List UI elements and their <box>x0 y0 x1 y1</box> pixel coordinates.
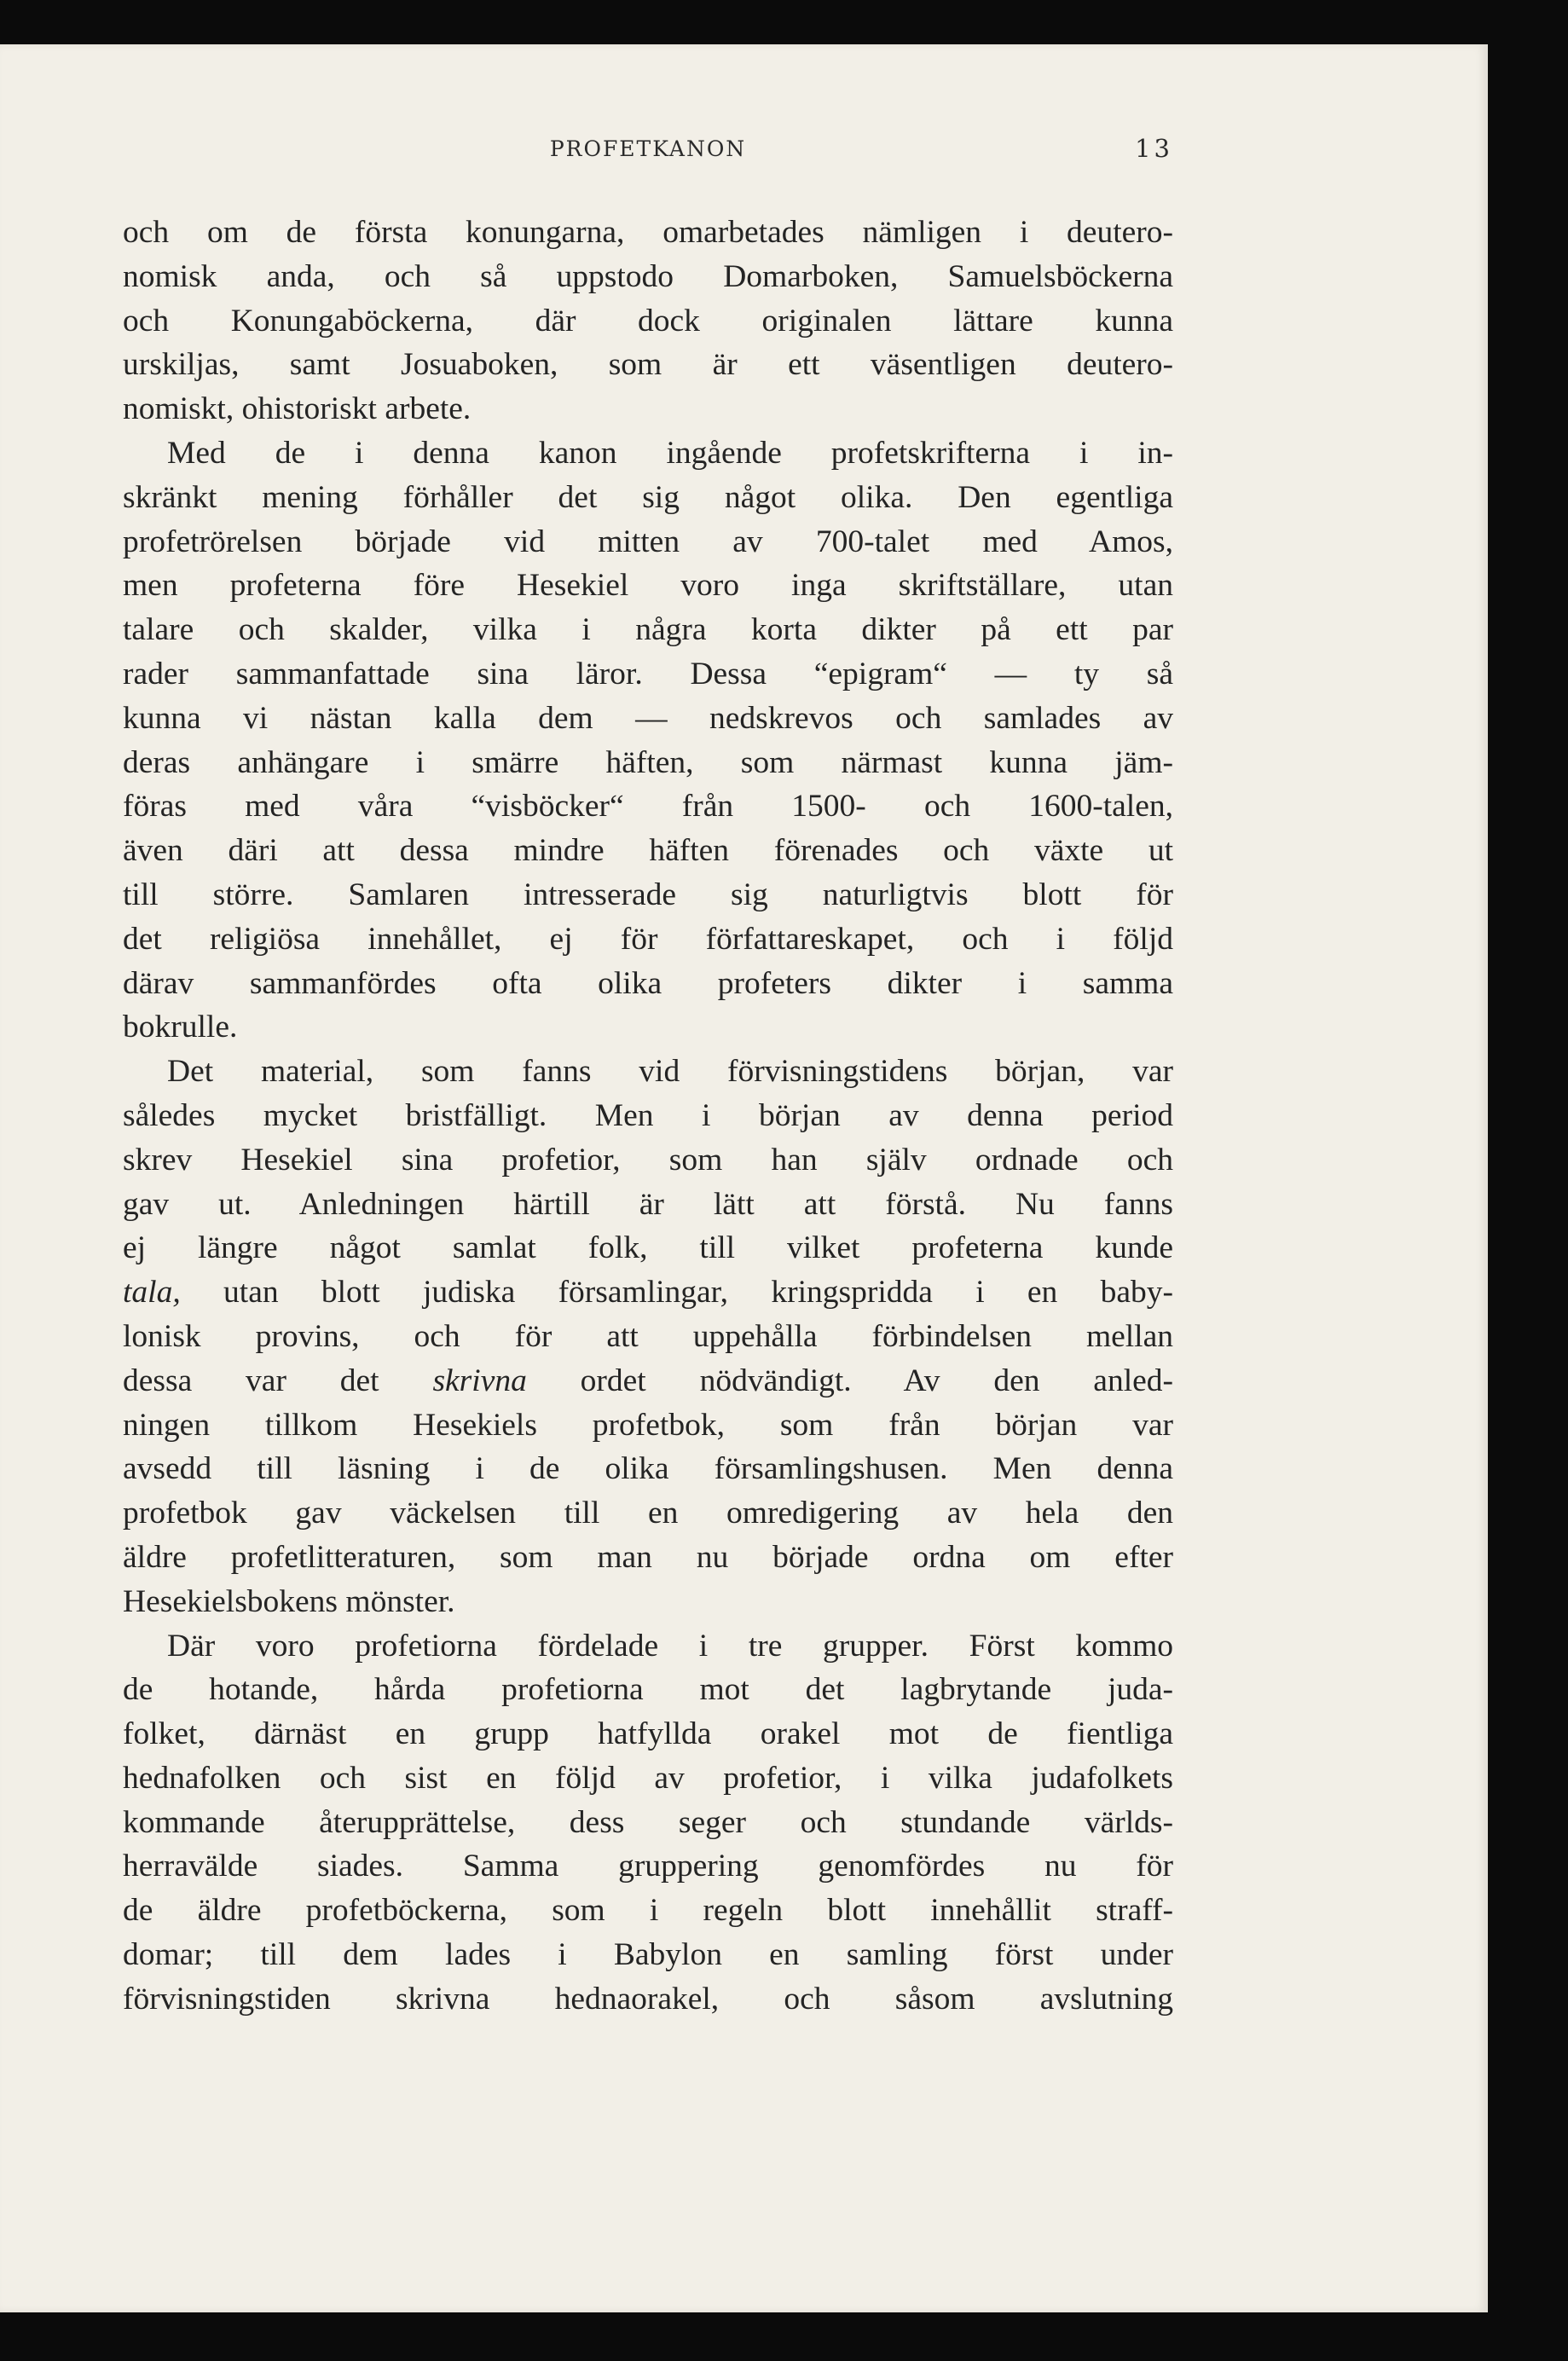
text-segment: och om de första konungarna, omarbetades nämligen i deutero- <box>123 215 1173 250</box>
text-segment: herravälde siades. Samma gruppering genomfördes nu för <box>123 1849 1173 1884</box>
text-segment: profetbok gav väckelsen till en omredigering av hela den <box>123 1496 1173 1531</box>
text-line <box>123 1712 1173 1756</box>
text-segment: bokrulle. <box>123 1010 238 1045</box>
text-segment: kommande återupprättelse, dess seger och stundande världs- <box>123 1804 1173 1840</box>
text-segment: förvisningstiden skrivna hednaorakel, och såsom avslutning <box>123 1981 1173 2017</box>
text-line <box>123 431 1173 476</box>
text-line <box>123 697 1173 741</box>
text-segment: avsedd till läsning i de olika församlingshusen. Men denna <box>123 1451 1173 1487</box>
text-line <box>123 1624 1173 1669</box>
text-segment: ordet nödvändigt. Av den anled- <box>526 1363 1173 1398</box>
text-line <box>123 387 1173 431</box>
text-line <box>123 1801 1173 1845</box>
running-head: PROFETKANON <box>549 136 747 161</box>
text-segment: deras anhängare i smärre häften, som närmast kunna jäm- <box>123 744 1173 780</box>
text-segment: domar; till dem lades i Babylon en samling först under <box>123 1937 1173 1973</box>
text-segment: de hotande, hårda profetiorna mot det lagbrytande juda- <box>123 1672 1173 1708</box>
text-line <box>123 1889 1173 1933</box>
text-segment: lonisk provins, och för att uppehålla förbindelsen mellan <box>123 1318 1173 1354</box>
text-segment: de äldre profetböckerna, som i regeln blott innehållit straff- <box>123 1893 1173 1929</box>
text-segment: hednafolken och sist en följd av profetior, i vilka judafolkets <box>123 1760 1173 1796</box>
text-segment: och Konungaböckerna, där dock originalen lättare kunna <box>123 303 1173 339</box>
text-segment: urskiljas, samt Josuaboken, som är ett väsentligen deutero- <box>123 347 1173 383</box>
text-line <box>123 299 1173 344</box>
text-line <box>123 1844 1173 1889</box>
text-line <box>123 784 1173 829</box>
text-segment: till större. Samlaren intresserade sig naturligtvis blott för <box>123 877 1173 912</box>
text-segment: även däri att dessa mindre häften förenades och växte ut <box>123 833 1173 869</box>
text-line <box>123 476 1173 520</box>
text-line <box>123 1668 1173 1712</box>
text-line <box>123 520 1173 564</box>
text-segment: skrev Hesekiel sina profetior, som han själv ordnade och <box>123 1142 1173 1178</box>
text-segment: men profeterna före Hesekiel voro inga skriftställare, utan <box>123 568 1173 604</box>
text-line <box>123 1536 1173 1580</box>
text-line <box>123 564 1173 608</box>
text-line <box>123 255 1173 299</box>
text-segment: skränkt mening förhåller det sig något olika. Den egentliga <box>123 479 1173 515</box>
text-segment: föras med våra “visböcker“ från 1500- och 1600-talen, <box>123 789 1173 825</box>
text-line <box>123 1315 1173 1359</box>
text-segment: gav ut. Anledningen härtill är lätt att förstå. Nu fanns <box>123 1186 1173 1222</box>
text-line <box>123 1359 1173 1403</box>
text-line <box>123 343 1173 387</box>
body-text <box>123 211 1173 2022</box>
text-line <box>123 1447 1173 1491</box>
text-line <box>123 1977 1173 2022</box>
text-line <box>123 1491 1173 1536</box>
text-line <box>123 211 1173 255</box>
text-segment: därav sammanfördes ofta olika profeters dikter i samma <box>123 965 1173 1001</box>
text-line <box>123 608 1173 652</box>
text-line <box>123 1094 1173 1138</box>
text-segment: profetrörelsen började vid mitten av 700-talet med Amos, <box>123 524 1173 559</box>
text-line <box>123 962 1173 1006</box>
text-line <box>123 917 1173 962</box>
text-segment: Det material, som fanns vid förvisningstidens början, var <box>167 1054 1173 1090</box>
text-segment: Med de i denna kanon ingående profetskrifterna i in- <box>167 435 1173 471</box>
text-line <box>123 1580 1173 1624</box>
emphasized-word: skrivna <box>432 1363 527 1398</box>
text-segment: således mycket bristfälligt. Men i början av denna period <box>123 1097 1173 1133</box>
text-segment: Där voro profetiorna fördelade i tre grupper. Först kommo <box>167 1628 1173 1664</box>
text-line <box>123 1050 1173 1094</box>
text-segment: dessa var det <box>123 1363 433 1398</box>
text-segment: talare och skalder, vilka i några korta dikter på ett par <box>123 612 1173 648</box>
text-line <box>123 1933 1173 1977</box>
text-line <box>123 652 1173 697</box>
text-line <box>123 829 1173 873</box>
text-segment: kunna vi nästan kalla dem — nedskrevos och samlades av <box>123 700 1173 736</box>
text-segment: äldre profetlitteraturen, som man nu började ordna om efter <box>123 1539 1173 1575</box>
text-line <box>123 873 1173 917</box>
text-line <box>123 1005 1173 1050</box>
text-segment: Hesekielsbokens mönster. <box>123 1583 455 1619</box>
text-segment: utan blott judiska församlingar, kringspridda i en baby- <box>180 1275 1173 1311</box>
text-line <box>123 1138 1173 1183</box>
text-segment: folket, därnäst en grupp hatfyllda orakel mot de fientliga <box>123 1716 1173 1752</box>
text-segment: ej längre något samlat folk, till vilket profeterna kunde <box>123 1230 1173 1266</box>
text-segment: nomiskt, ohistoriskt arbete. <box>123 391 472 427</box>
text-segment: det religiösa innehållet, ej för författareskapet, och i följd <box>123 921 1173 957</box>
text-line <box>123 1226 1173 1270</box>
page-number: 13 <box>1135 134 1173 163</box>
text-segment: nomisk anda, och så uppstodo Domarboken, Samuelsböckerna <box>123 258 1173 294</box>
text-segment: ningen tillkom Hesekiels profetbok, som från början var <box>123 1407 1173 1443</box>
text-line <box>123 1403 1173 1448</box>
text-line <box>123 1270 1173 1315</box>
text-segment: rader sammanfattade sina läror. Dessa “epigram“ — ty så <box>123 656 1173 692</box>
text-line <box>123 741 1173 785</box>
text-line <box>123 1183 1173 1227</box>
text-line <box>123 1756 1173 1801</box>
emphasized-word: tala, <box>123 1275 181 1311</box>
